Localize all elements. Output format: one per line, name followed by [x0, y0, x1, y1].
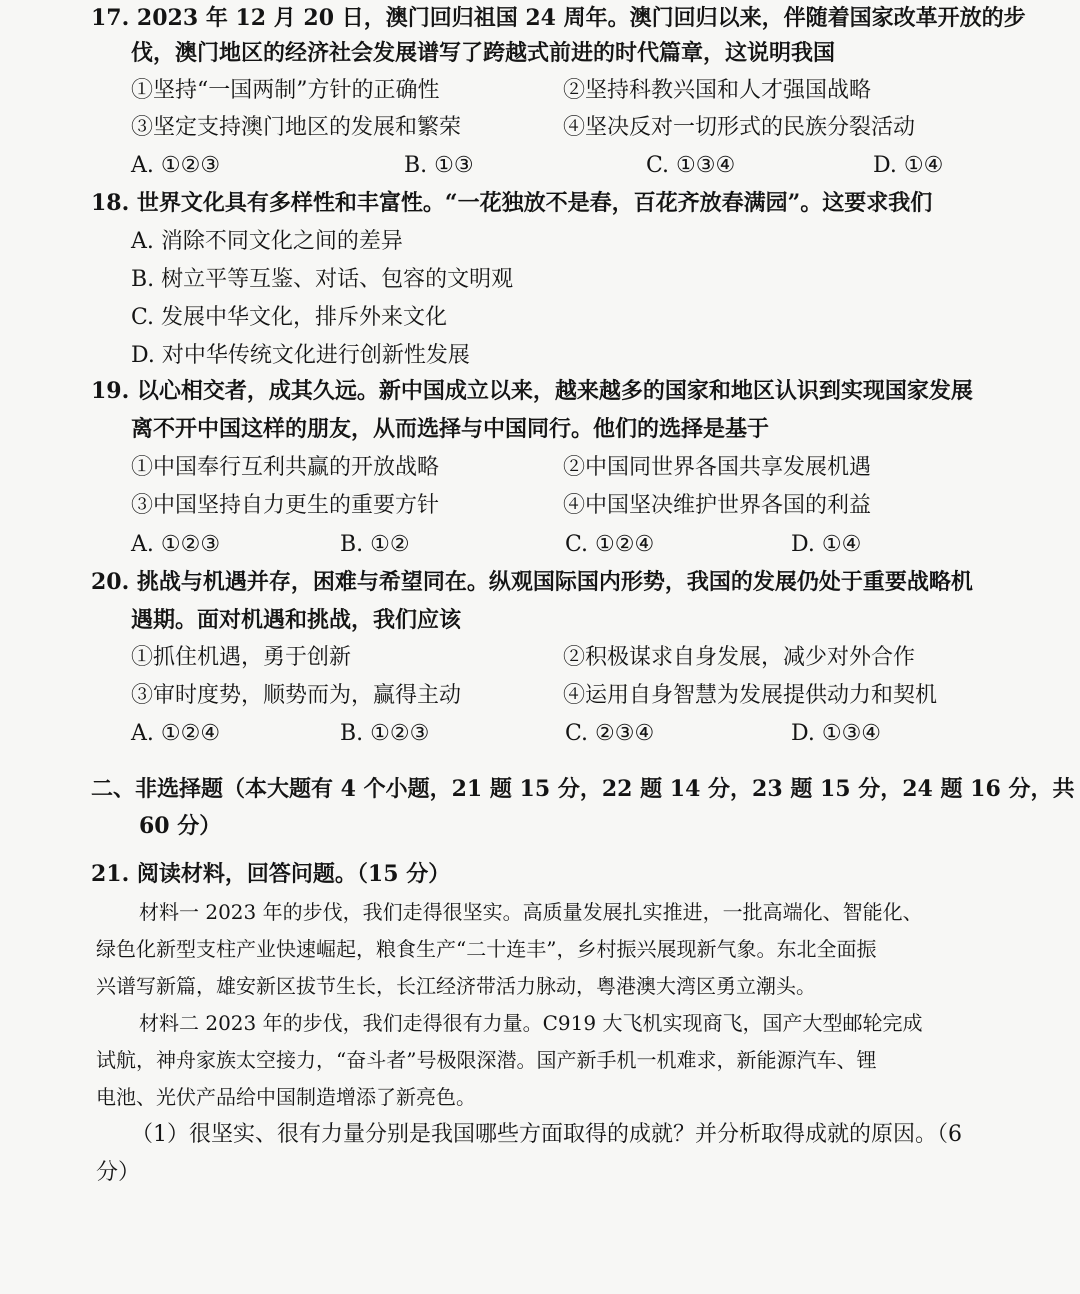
q19-option-c: C. ①②④ — [565, 532, 655, 557]
q20-statement-1: ①抓住机遇，勇于创新 — [131, 645, 352, 670]
q21-sub1-line1: （1）很坚实、很有力量分别是我国哪些方面取得的成就？并分析取得成就的原因。（6 — [131, 1122, 962, 1147]
q19-statement-3: ③中国坚持自力更生的重要方针 — [131, 493, 440, 518]
section-2-heading-line1: 二、非选择题（本大题有 4 个小题，21 题 15 分，22 题 14 分，23 题 15 分，24 题 16 分，共 — [91, 776, 1075, 802]
q19-option-d: D. ①④ — [791, 532, 862, 557]
q19-statement-1: ①中国奉行互利共赢的开放战略 — [131, 455, 440, 480]
q19-stem-line1: 19. 以心相交者，成其久远。新中国成立以来，越来越多的国家和地区认识到实现国家发展 — [91, 378, 973, 404]
q20-statement-3: ③审时度势，顺势而为，赢得主动 — [131, 683, 462, 708]
q17-option-d: D. ①④ — [873, 153, 944, 178]
q21-material1-line2: 绿色化新型支柱产业快速崛起，粮食生产“二十连丰”，乡村振兴展现新气象。东北全面振 — [96, 937, 877, 961]
q20-statement-4: ④运用自身智慧为发展提供动力和契机 — [563, 683, 938, 708]
q20-option-b: B. ①②③ — [340, 721, 430, 746]
q17-stem-line1: 17. 2023 年 12 月 20 日，澳门回归祖国 24 周年。澳门回归以来，伴随着国家改革开放的步 — [91, 5, 1026, 31]
q17-statement-1: ①坚持“一国两制”方针的正确性 — [131, 78, 440, 103]
q20-stem-line2: 遇期。面对机遇和挑战，我们应该 — [131, 607, 462, 633]
q18-option-c: C. 发展中华文化，排斥外来文化 — [131, 305, 448, 330]
q20-statement-2: ②积极谋求自身发展，减少对外合作 — [563, 645, 916, 670]
q19-statement-4: ④中国坚决维护世界各国的利益 — [563, 493, 872, 518]
q21-material1-line3: 兴谱写新篇，雄安新区拔节生长，长江经济带活力脉动，粤港澳大湾区勇立潮头。 — [96, 974, 816, 998]
q19-option-a: A. ①②③ — [131, 532, 221, 557]
q20-option-d: D. ①③④ — [791, 721, 882, 746]
q21-material2-line2: 试航，神舟家族太空接力，“奋斗者”号极限深潜。国产新手机一机难求，新能源汽车、锂 — [96, 1048, 877, 1072]
q18-option-a: A. 消除不同文化之间的差异 — [131, 229, 403, 254]
q17-statement-2: ②坚持科教兴国和人才强国战略 — [563, 78, 872, 103]
q18-stem: 18. 世界文化具有多样性和丰富性。“一花独放不是春，百花齐放春满园”。这要求我们 — [91, 190, 933, 216]
q21-material2-line3: 电池、光伏产品给中国制造增添了新亮色。 — [96, 1085, 476, 1109]
q17-statement-3: ③坚定支持澳门地区的发展和繁荣 — [131, 115, 462, 140]
q21-material2-line1: 材料二 2023 年的步伐，我们走得很有力量。C919 大飞机实现商飞，国产大型邮轮完成 — [139, 1011, 923, 1035]
q21-material1-line1: 材料一 2023 年的步伐，我们走得很坚实。高质量发展扎实推进，一批高端化、智能化、 — [139, 900, 923, 924]
q18-option-d: D. 对中华传统文化进行创新性发展 — [131, 343, 470, 368]
q19-option-b: B. ①② — [340, 532, 410, 557]
q19-statement-2: ②中国同世界各国共享发展机遇 — [563, 455, 872, 480]
q17-option-b: B. ①③ — [404, 153, 474, 178]
q17-option-c: C. ①③④ — [646, 153, 736, 178]
q17-stem-line2: 伐，澳门地区的经济社会发展谱写了跨越式前进的时代篇章，这说明我国 — [131, 40, 836, 66]
q21-title: 21. 阅读材料，回答问题。（15 分） — [91, 861, 451, 887]
q17-statement-4: ④坚决反对一切形式的民族分裂活动 — [563, 115, 916, 140]
q19-stem-line2: 离不开中国这样的朋友，从而选择与中国同行。他们的选择是基于 — [131, 416, 770, 442]
q20-option-a: A. ①②④ — [131, 721, 221, 746]
section-2-heading-line2: 60 分） — [139, 813, 222, 839]
q18-option-b: B. 树立平等互鉴、对话、包容的文明观 — [131, 267, 514, 292]
q20-option-c: C. ②③④ — [565, 721, 655, 746]
q21-sub1-line2: 分） — [96, 1160, 141, 1185]
q20-stem-line1: 20. 挑战与机遇并存，困难与希望同在。纵观国际国内形势，我国的发展仍处于重要战略机 — [91, 569, 973, 595]
q17-option-a: A. ①②③ — [131, 153, 221, 178]
